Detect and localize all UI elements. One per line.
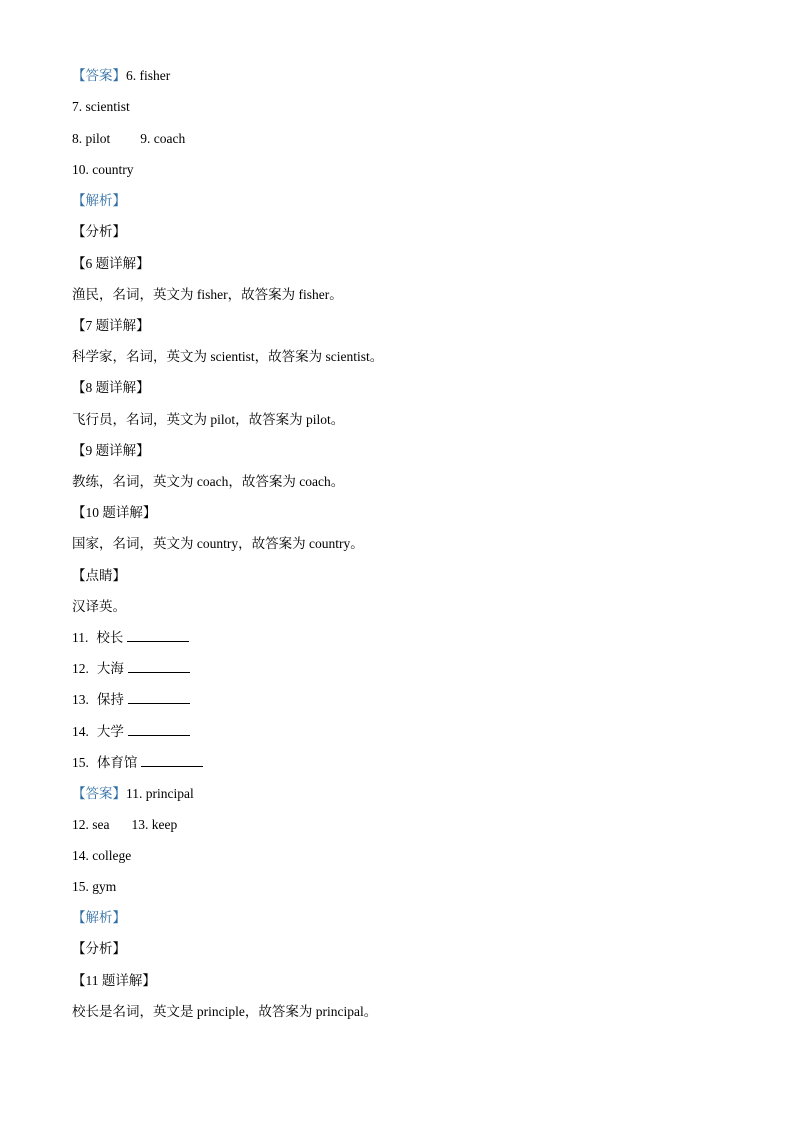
detail-8-text: 飞行员，名词，英文为 pilot，故答案为 pilot。 [72,412,345,427]
question-13 [72,690,190,710]
answer-line-6 [72,66,170,86]
answer-9: 9. coach [140,131,186,146]
dianjing-tag: 【点睛】 [72,568,126,583]
detail-6-title: 【6 题详解】 [72,256,150,271]
detail-9-title: 【9 题详解】 [72,443,150,458]
fenxi-tag: 【分析】 [72,224,126,239]
detail-6-text: 渔民，名词，英文为 fisher，故答案为 fisher。 [72,287,343,302]
question-15 [72,753,203,773]
answer-blank-12[interactable] [128,660,190,673]
answer-6: 6. fisher [126,68,171,83]
detail-7-title: 【7 题详解】 [72,318,150,333]
instruction: 汉译英。 [72,599,126,614]
question-13-number: 13. [72,692,89,707]
answer-blank-15[interactable] [141,754,203,767]
jiexi-tag-2: 【解析】 [72,910,126,925]
answer-12: 12. sea [72,817,110,832]
question-14-text: 大学 [96,724,124,739]
answer-15: 15. gym [72,879,117,894]
detail-7-text: 科学家，名词，英文为 scientist，故答案为 scientist。 [72,349,384,364]
detail-10-title: 【10 题详解】 [72,505,157,520]
question-12-number: 12. [72,661,89,676]
answer-blank-14[interactable] [128,723,190,736]
answer-line-11 [72,784,194,804]
question-13-text: 保持 [96,692,124,707]
jiexi-tag: 【解析】 [72,193,126,208]
answer-13: 13. keep [131,817,178,832]
detail-10-text: 国家，名词，英文为 country，故答案为 country。 [72,536,364,551]
answer-tag: 【答案】 [72,68,126,83]
question-14 [72,722,190,742]
fenxi-tag-2: 【分析】 [72,941,126,956]
answer-blank-11[interactable] [127,629,189,642]
question-12 [72,659,190,679]
answer-line-8-9 [72,129,185,149]
answer-11: 11. principal [126,786,194,801]
question-14-number: 14. [72,724,89,739]
question-11 [72,628,189,648]
question-12-text: 大海 [96,661,124,676]
answer-7: 7. scientist [72,99,130,114]
answer-line-12-13 [72,815,177,835]
detail-9-text: 教练，名词，英文为 coach，故答案为 coach。 [72,474,345,489]
question-11-number: 11. [72,630,89,645]
question-15-text: 体育馆 [96,755,138,770]
question-11-text: 校长 [96,630,124,645]
answer-8: 8. pilot [72,131,111,146]
answer-14: 14. college [72,848,132,863]
answer-tag-2: 【答案】 [72,786,126,801]
answer-blank-13[interactable] [128,691,190,704]
answer-10: 10. country [72,162,134,177]
detail-11-text: 校长是名词，英文是 principle，故答案为 principal。 [72,1004,378,1019]
question-15-number: 15. [72,755,89,770]
detail-11-title: 【11 题详解】 [72,973,156,988]
detail-8-title: 【8 题详解】 [72,380,150,395]
